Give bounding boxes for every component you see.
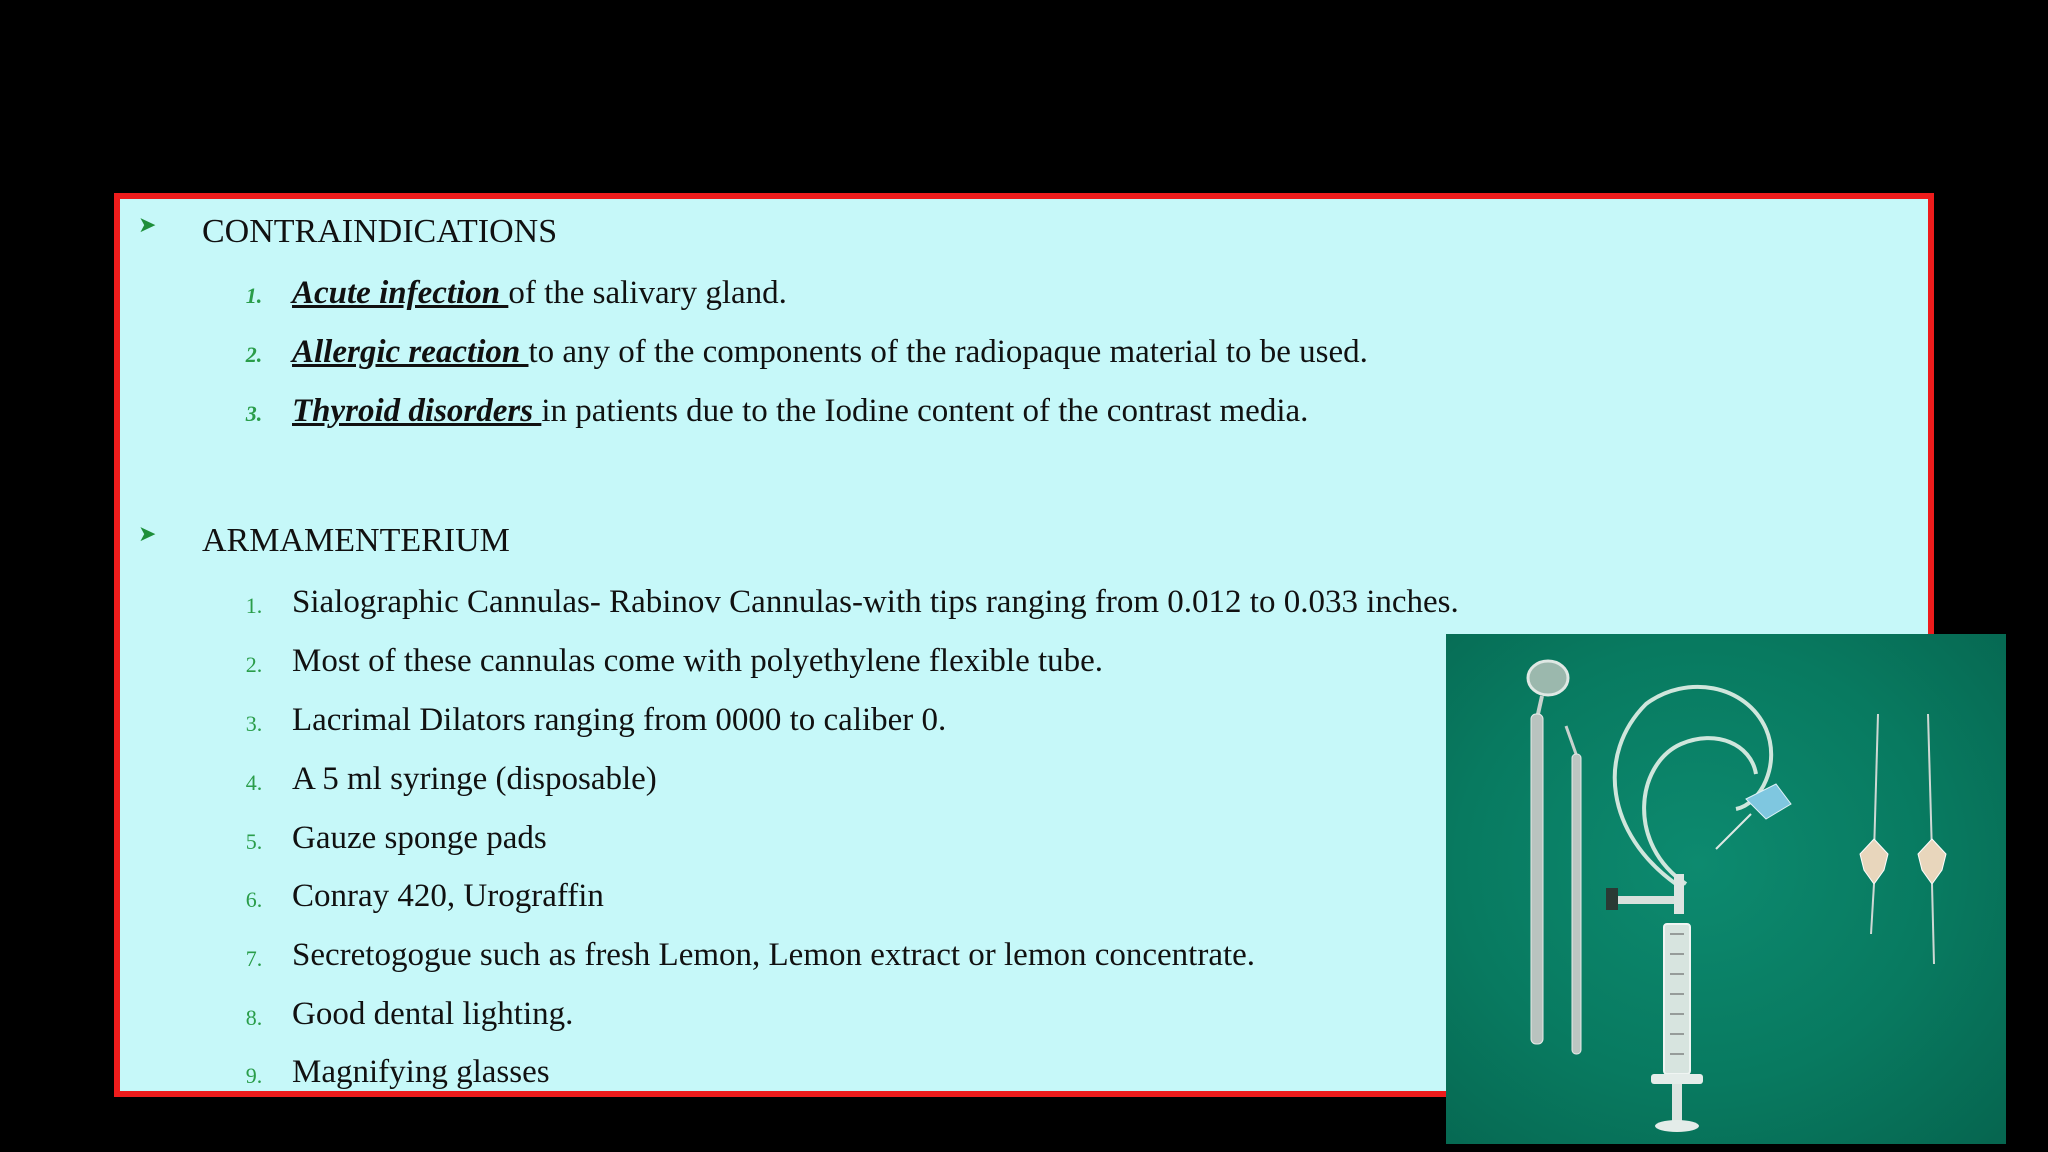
list-text xyxy=(292,393,1308,430)
flexible-tube xyxy=(1615,687,1771,884)
list-text: Most of these cannulas come with polyethylene flexible tube. xyxy=(292,643,1104,679)
mouth-mirror xyxy=(1528,661,1568,1044)
list-text: Sialographic Cannulas- Rabinov Cannulas-with tips ranging from 0.012 to 0.033 inches. xyxy=(292,584,1459,620)
keyword: Acute infection xyxy=(292,275,509,311)
list-number: 6. xyxy=(245,887,263,912)
list-text xyxy=(292,275,787,312)
list-number: 2. xyxy=(245,652,263,677)
instruments-photo xyxy=(1446,634,2006,1144)
butterfly-needle xyxy=(1716,784,1791,849)
list-number: 5. xyxy=(245,829,263,854)
dental-explorer xyxy=(1566,726,1581,1054)
list-number: 2. xyxy=(245,342,263,367)
arrow-bullet-icon: ➤ xyxy=(138,522,157,547)
lacrimal-dilator-1 xyxy=(1860,714,1888,934)
instruments-illustration xyxy=(1446,634,2006,1144)
list-number: 3. xyxy=(245,711,263,736)
armamentarium-heading: ARMAMENTERIUM xyxy=(202,522,510,559)
lacrimal-dilator-2 xyxy=(1918,714,1946,964)
contraindications-heading: CONTRAINDICATIONS xyxy=(202,213,558,250)
keyword: Allergic reaction xyxy=(292,334,529,370)
list-text: Magnifying glasses xyxy=(292,1054,550,1090)
list-rest: in patients due to the Iodine content of the contrast media. xyxy=(541,393,1309,429)
list-text: Conray 420, Urograffin xyxy=(292,878,604,914)
syringe xyxy=(1651,924,1703,1132)
list-text: Lacrimal Dilators ranging from 0000 to caliber 0. xyxy=(292,702,947,738)
list-text: A 5 ml syringe (disposable) xyxy=(292,761,657,797)
list-text xyxy=(292,334,1368,371)
keyword: Thyroid disorders xyxy=(292,393,542,429)
list-number: 8. xyxy=(245,1005,263,1030)
list-text: Good dental lighting. xyxy=(292,996,574,1032)
list-number: 9. xyxy=(245,1063,263,1088)
list-rest: of the salivary gland. xyxy=(508,275,787,311)
list-number: 1. xyxy=(245,283,263,308)
list-number: 1. xyxy=(245,593,263,618)
list-text: Gauze sponge pads xyxy=(292,820,547,856)
list-text: Secretogogue such as fresh Lemon, Lemon extract or lemon concentrate. xyxy=(292,937,1256,973)
list-number: 3. xyxy=(245,401,263,426)
list-rest: to any of the components of the radiopaque material to be used. xyxy=(528,334,1368,370)
arrow-bullet-icon: ➤ xyxy=(138,213,157,238)
list-number: 7. xyxy=(245,946,263,971)
list-number: 4. xyxy=(245,770,263,795)
